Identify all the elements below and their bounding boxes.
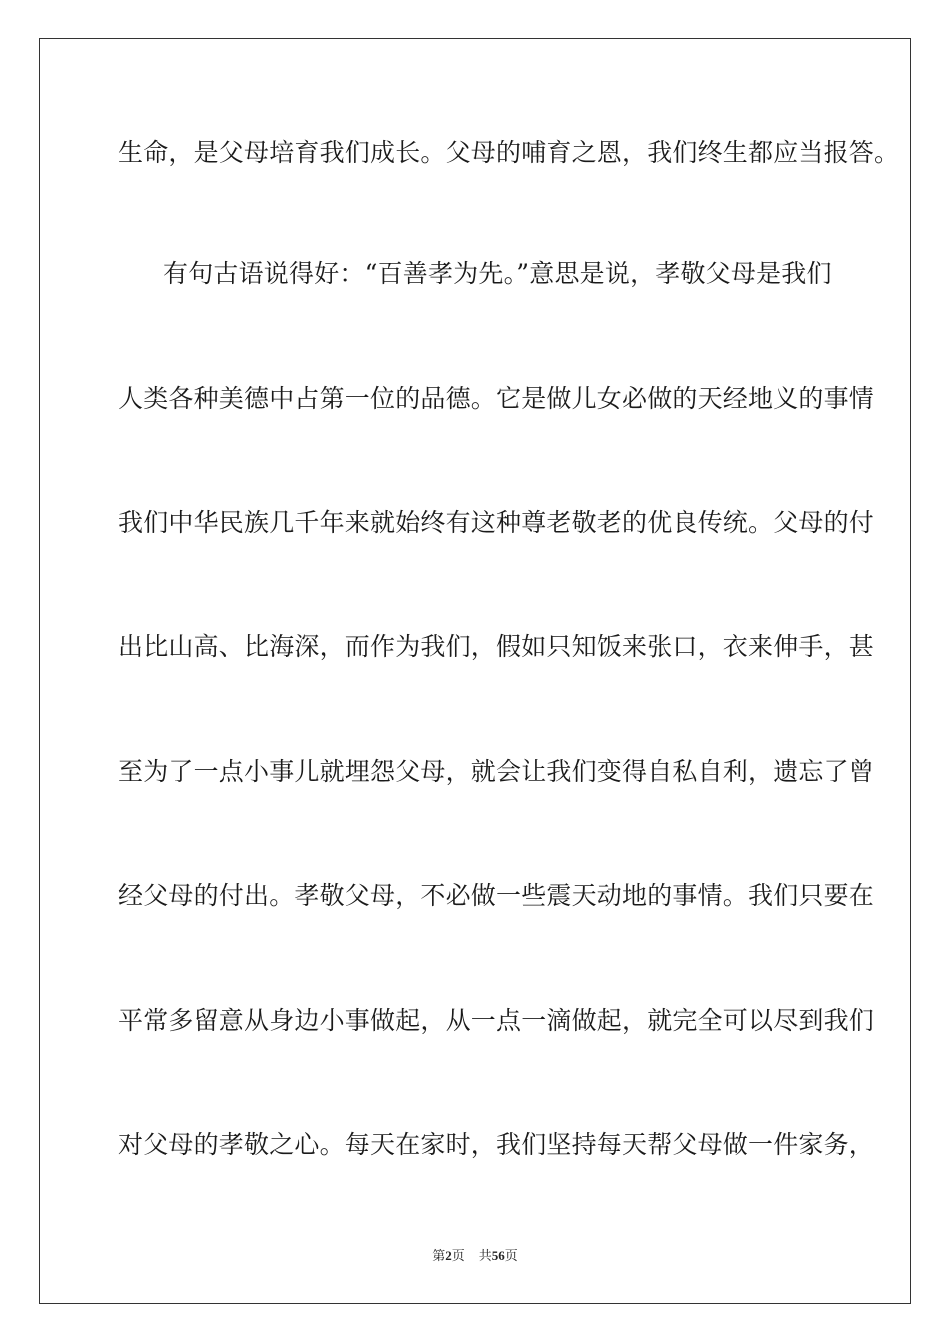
- total-suffix: 页: [504, 1249, 518, 1264]
- paragraph-line: 对父母的孝敬之心。每天在家时，我们坚持每天帮父母做一件家务，: [118, 1130, 875, 1159]
- page-suffix: 页: [451, 1249, 465, 1264]
- paragraph-line: 我们中华民族几千年来就始终有这种尊老敬老的优良传统。父母的付: [118, 508, 875, 537]
- paragraph-line: 经父母的付出。孝敬父母，不必做一些震天动地的事情。我们只要在: [118, 881, 875, 910]
- paragraph-line: 至为了一点小事儿就埋怨父母，就会让我们变得自私自利，遗忘了曾: [118, 757, 875, 786]
- page-footer: [0, 1247, 950, 1266]
- paragraph-line: 有句古语说得好：“百善孝为先。”意思是说，孝敬父母是我们: [163, 259, 832, 288]
- page-border: [39, 38, 911, 1304]
- total-prefix: 共: [478, 1249, 492, 1264]
- total-pages: 56: [491, 1248, 505, 1263]
- paragraph-line: 出比山高、比海深，而作为我们，假如只知饭来张口，衣来伸手，甚: [118, 632, 875, 661]
- page-number: 2: [445, 1248, 452, 1263]
- paragraph-line: 人类各种美德中占第一位的品德。它是做儿女必做的天经地义的事情: [118, 384, 875, 413]
- paragraph-line: 生命，是父母培育我们成长。父母的哺育之恩，我们终生都应当报答。: [118, 138, 900, 167]
- page-prefix: 第: [432, 1249, 446, 1264]
- paragraph-line: 平常多留意从身边小事做起，从一点一滴做起，就完全可以尽到我们: [118, 1006, 875, 1035]
